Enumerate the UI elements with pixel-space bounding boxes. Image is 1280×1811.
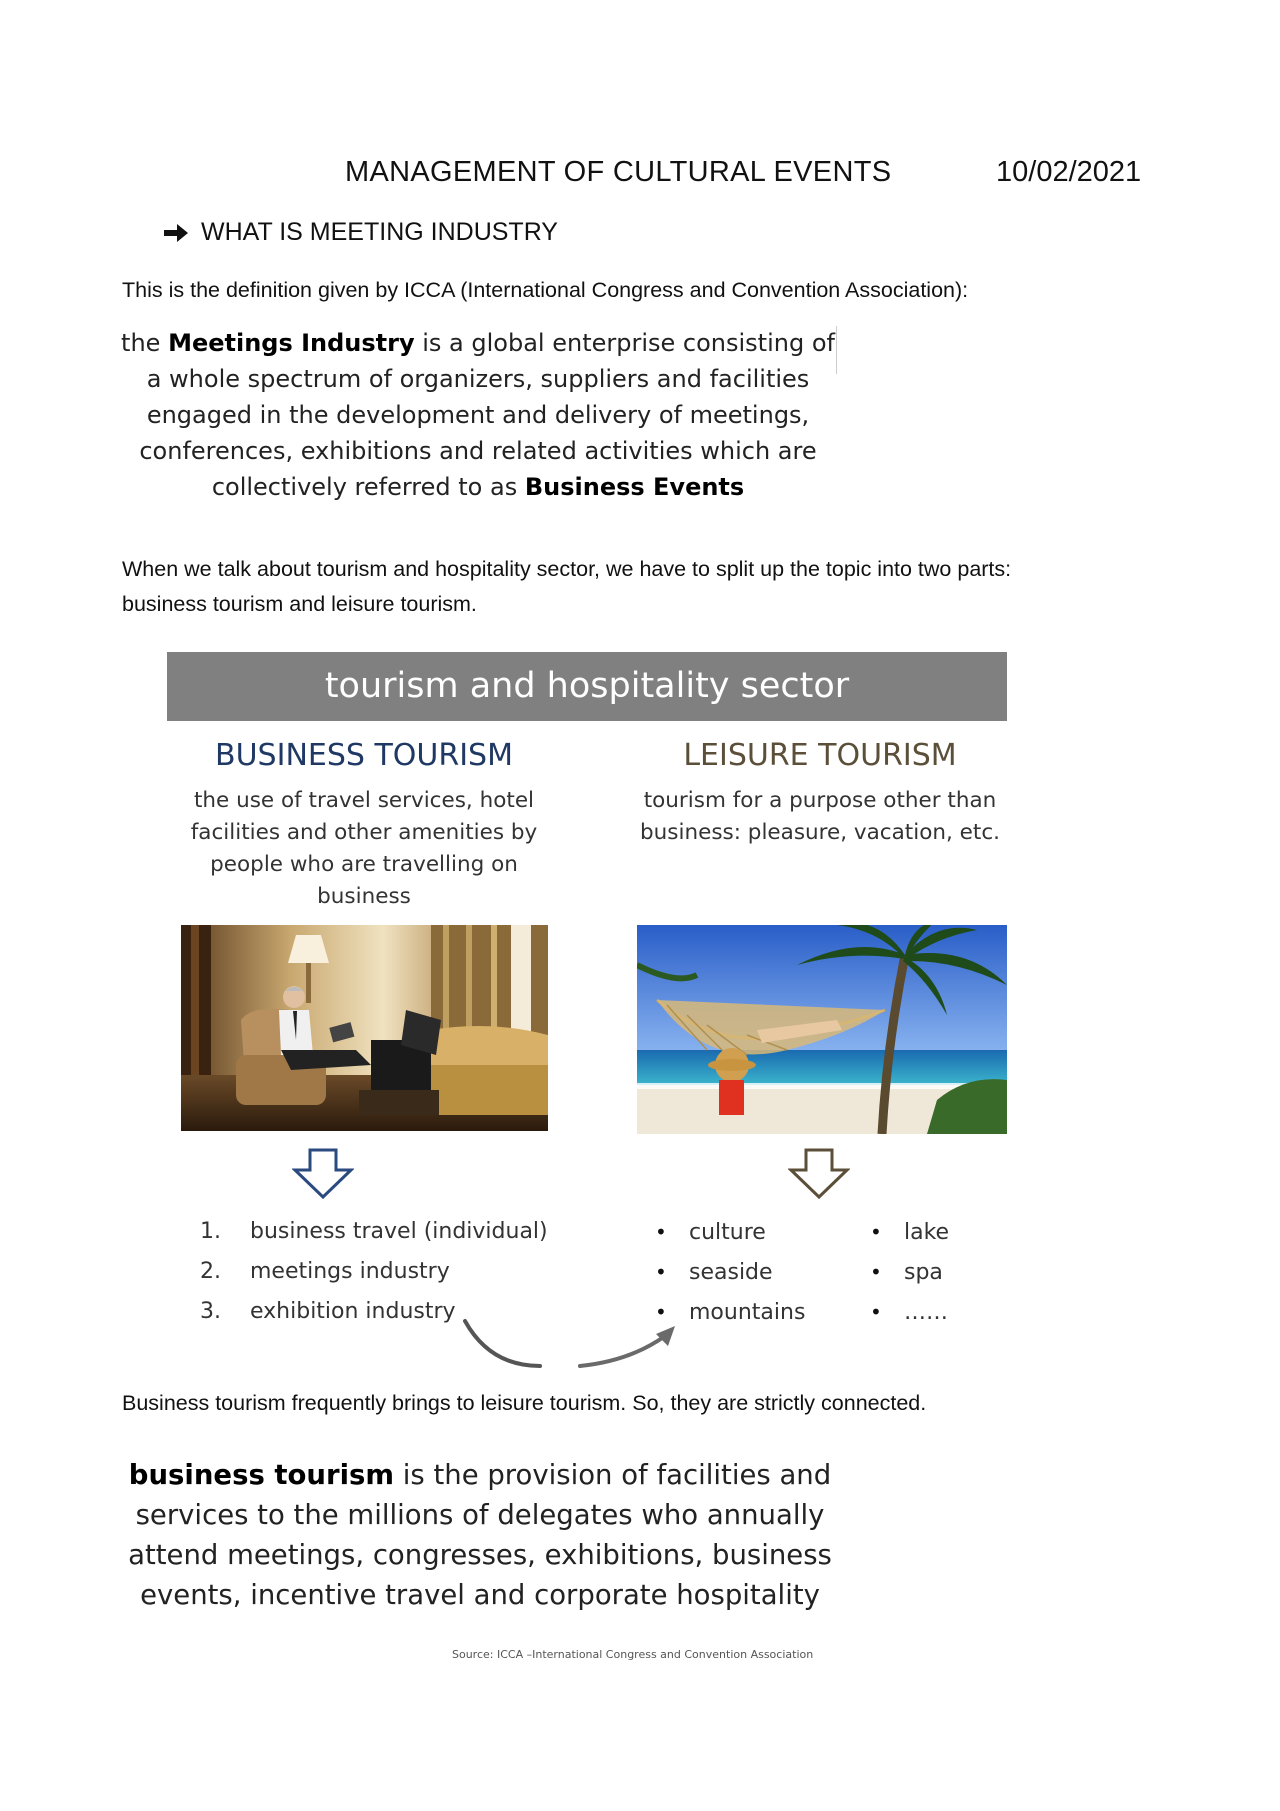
leisure-tourism-title: LEISURE TOURISM	[683, 738, 957, 773]
business-tourism-description: the use of travel services, hotel facilities and other amenities by people who are travelling on business	[190, 788, 538, 909]
business-tourism-list	[200, 1212, 548, 1332]
list-item: • ……	[870, 1300, 948, 1325]
connection-curve-arrow-icon	[460, 1316, 690, 1386]
list-item: • seaside	[655, 1260, 773, 1285]
divider	[836, 326, 837, 374]
leisure-tourism-description: tourism for a purpose other than business: pleasure, vacation, etc.	[640, 788, 1000, 845]
intro-paragraph: This is the definition given by ICCA (International Congress and Convention Association):	[122, 278, 969, 302]
source-caption: Source: ICCA –International Congress and Convention Association	[452, 1648, 814, 1661]
section-heading-text: WHAT IS MEETING INDUSTRY	[201, 218, 558, 246]
leisure-down-arrow-icon	[788, 1148, 850, 1200]
document-title: MANAGEMENT OF CULTURAL EVENTS	[345, 156, 892, 188]
list-item: 1. business travel (individual)	[200, 1219, 548, 1244]
list-item: • mountains	[655, 1300, 806, 1325]
leisure-tourism-list-left	[655, 1212, 805, 1332]
list-item: • spa	[870, 1260, 943, 1285]
meetings-industry-definition: the Meetings Industry is a global enterprise consisting of a whole spectrum of organizers, suppliers and facilities engaged in the development and delivery of meetings, conferences, exhibitions and related activities which are collectively referred to as Business Events	[121, 329, 835, 501]
business-tourism-definition: business tourism is the provision of facilities and services to the millions of delegates who annually attend meetings, congresses, exhibitions, business events, incentive travel and corporate hospitality	[128, 1459, 832, 1611]
document-date: 10/02/2021	[996, 156, 1142, 188]
beach-hammock-photo	[637, 925, 1007, 1134]
list-item: 2. meetings industry	[200, 1259, 450, 1284]
business-tourism-term: business tourism	[128, 1459, 395, 1491]
business-traveler-photo	[181, 925, 548, 1131]
tourism-diagram	[120, 640, 1080, 1360]
list-item: • culture	[655, 1220, 766, 1245]
leisure-tourism-list-right	[870, 1212, 949, 1332]
business-down-arrow-icon	[292, 1148, 354, 1200]
connection-paragraph: Business tourism frequently brings to leisure tourism. So, they are strictly connected.	[122, 1391, 927, 1415]
split-paragraph: When we talk about tourism and hospitality sector, we have to split up the topic into two parts: business tourism and leisure tourism.	[122, 557, 1012, 616]
business-events-term: Business Events	[524, 473, 745, 501]
business-tourism-title: BUSINESS TOURISM	[215, 738, 513, 773]
right-arrow-icon	[163, 222, 189, 244]
list-item: 3. exhibition industry	[200, 1299, 456, 1324]
diagram-banner: tourism and hospitality sector	[167, 652, 1007, 721]
section-heading	[163, 218, 558, 247]
list-item: • lake	[870, 1220, 950, 1245]
meetings-industry-term: Meetings Industry	[168, 329, 415, 357]
